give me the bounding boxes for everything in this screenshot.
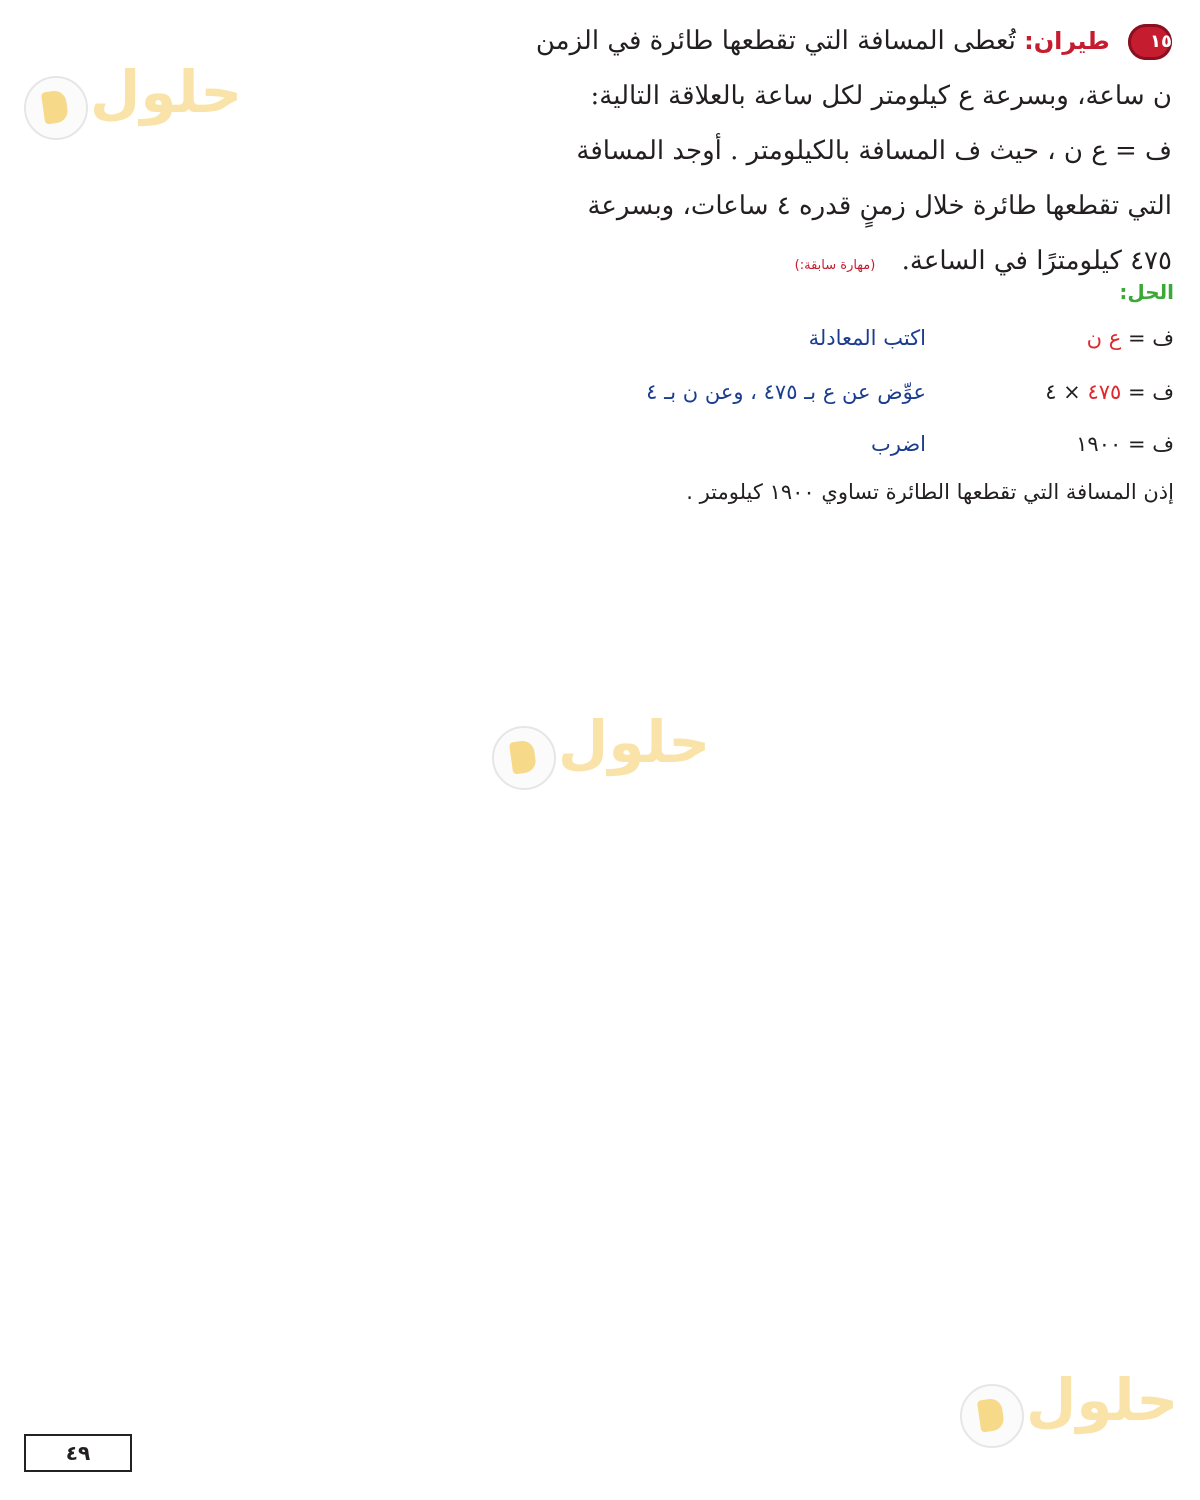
step-note: اكتب المعادلة (808, 326, 926, 350)
book-circle-icon (492, 726, 556, 790)
solution-step (534, 432, 1174, 468)
question-line-4: التي تقطعها طائرة خلال زمنٍ قدره ٤ ساعات، وبسرعة (587, 191, 1172, 221)
question-block (452, 14, 1172, 289)
question-line-3: ف = ع ن ، حيث ف المسافة بالكيلومتر . أوجد المسافة (576, 136, 1172, 166)
watermark-logo-bottom (960, 1366, 1179, 1452)
equation-text: ف = (1121, 326, 1174, 350)
equation-text: × ٤ (1045, 380, 1088, 404)
question-line-1 (452, 14, 1172, 69)
step-note: اضرب (870, 432, 926, 456)
watermark-logo-middle (492, 708, 711, 794)
equation-text: ف = (1121, 380, 1174, 404)
equation-highlight: ٤٧٥ (1087, 380, 1122, 404)
step-equation (974, 326, 1174, 350)
book-circle-icon (24, 76, 88, 140)
watermark-text: حلول (90, 58, 243, 126)
step-equation (974, 432, 1174, 456)
step-note: عوِّض عن ع بـ ٤٧٥ ، وعن ن بـ ٤ (646, 380, 926, 404)
solution-label: الحل: (1119, 280, 1174, 304)
question-line-5 (452, 234, 1172, 289)
equation-highlight: ع ن (1086, 326, 1122, 350)
question-keyword: طيران: (1024, 27, 1110, 55)
watermark-text: حلول (558, 708, 711, 776)
page-number: ٤٩ (24, 1434, 132, 1472)
solution-step (534, 380, 1174, 416)
book-circle-icon (960, 1384, 1024, 1448)
step-equation (974, 380, 1174, 404)
solution-conclusion: إذن المسافة التي تقطعها الطائرة تساوي ١٩٠٠ كيلومتر . (686, 480, 1174, 504)
solution-step (534, 326, 1174, 362)
watermark-logo-top (24, 58, 243, 144)
skill-tag: (مهارة سابقة:) (794, 258, 876, 273)
equation-text: ف = ١٩٠٠ (1076, 432, 1174, 456)
question-number-badge: ١٥ (1128, 24, 1172, 60)
question-text: تُعطى المسافة التي تقطعها طائرة في الزمن (535, 26, 1016, 56)
question-line-2: ن ساعة، وبسرعة ع كيلومتر لكل ساعة بالعلاقة التالية: (590, 81, 1172, 111)
question-text: ٤٧٥ كيلومترًا في الساعة. (901, 246, 1172, 276)
watermark-text: حلول (1026, 1366, 1179, 1434)
